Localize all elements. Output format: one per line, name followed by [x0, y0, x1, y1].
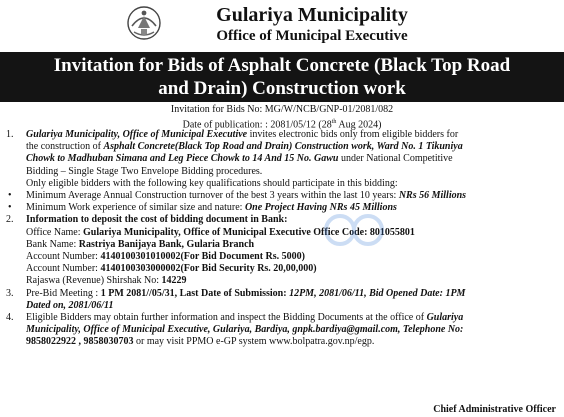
item-3: 3. Pre-Bid Meeting : 1 PM 2081//05/31, Last Date of Submission: 12PM, 2081/06/11, Bid Opened Date: 1PM Dated on, 2081/06/11	[6, 287, 466, 311]
item-number: 3.	[6, 287, 14, 299]
item-1: 1. Gulariya Municipality, Office of Municipal Executive invites electronic bids only from eligible bidders for the construction of Asphalt Concrete(Black Top Road and Drain) Construction work, Ward No. 1 Tikuniya Chowk to Madhuban Simana and Leg Piece Chowk to 14 And 15 No. Gawu under National Competitive Bidding – Single Stage Two Envelope Bidding procedures.	[6, 129, 463, 177]
bank-name-row: Bank Name: Rastriya Banijaya Bank, Gularia Branch	[26, 238, 255, 250]
office-title: Office of Municipal Executive	[216, 28, 408, 44]
publication-date: Date of publication: : 2081/05/12 (28th Aug 2024)	[182, 119, 382, 131]
revenue-row: Rajaswa (Revenue) Shirshak No: 14229	[26, 275, 187, 287]
office-name-row: Office Name: Gulariya Municipality, Office of Municipal Executive Office Code: 801055801	[26, 226, 415, 238]
bank-info-heading: Information to deposit the cost of bidding document in Bank:	[26, 214, 288, 226]
notice-banner	[0, 52, 564, 102]
notice-header	[0, 0, 564, 52]
account-row-2: Account Number: 4140100303000002(For Bid Security Rs. 20,00,000)	[26, 263, 317, 275]
item-2	[4, 214, 558, 287]
account-row-1: Account Number: 4140100301010002(For Bid Document Rs. 5000)	[26, 251, 305, 263]
signature: Chief Administrative Officer	[433, 403, 556, 415]
qualification-turnover: • Minimum Average Annual Construction turnover of the best 3 years within the last 10 years: NRs 56 Millions	[4, 190, 558, 202]
bid-number: Invitation for Bids No: MG/W/NCB/GNP-01/2081/082	[170, 104, 394, 115]
qualification-intro: Only eligible bidders with the following key qualifications should participate in this bidding:	[26, 177, 398, 189]
banner-line-2: and Drain) Construction work	[158, 78, 406, 99]
item-4: 4. Eligible Bidders may obtain further information and inspect the Bidding Documents at the office of Gulariya Municipality, Office of Municipal Executive, Gulariya, Bardiya, gnpk.bardiya@gmail.com, Telephone No: 9858022922 , 9858030703 or may visit PPMO e-GP system www.bolpatra.gov.np/egp.	[6, 312, 464, 348]
bid-meta	[0, 104, 564, 131]
qualification-experience: • Minimum Work experience of similar size and nature: One Project Having NRs 45 Millions	[4, 202, 558, 214]
banner-line-1: Invitation for Bids of Asphalt Concrete (Black Top Road	[53, 55, 511, 76]
item-number: 2.	[6, 214, 14, 226]
watermark-icon	[320, 210, 390, 250]
item-number: 1.	[6, 129, 14, 140]
notice-body	[4, 129, 558, 349]
item-number: 4.	[6, 312, 14, 324]
municipality-title: Gulariya Municipality	[216, 4, 408, 26]
